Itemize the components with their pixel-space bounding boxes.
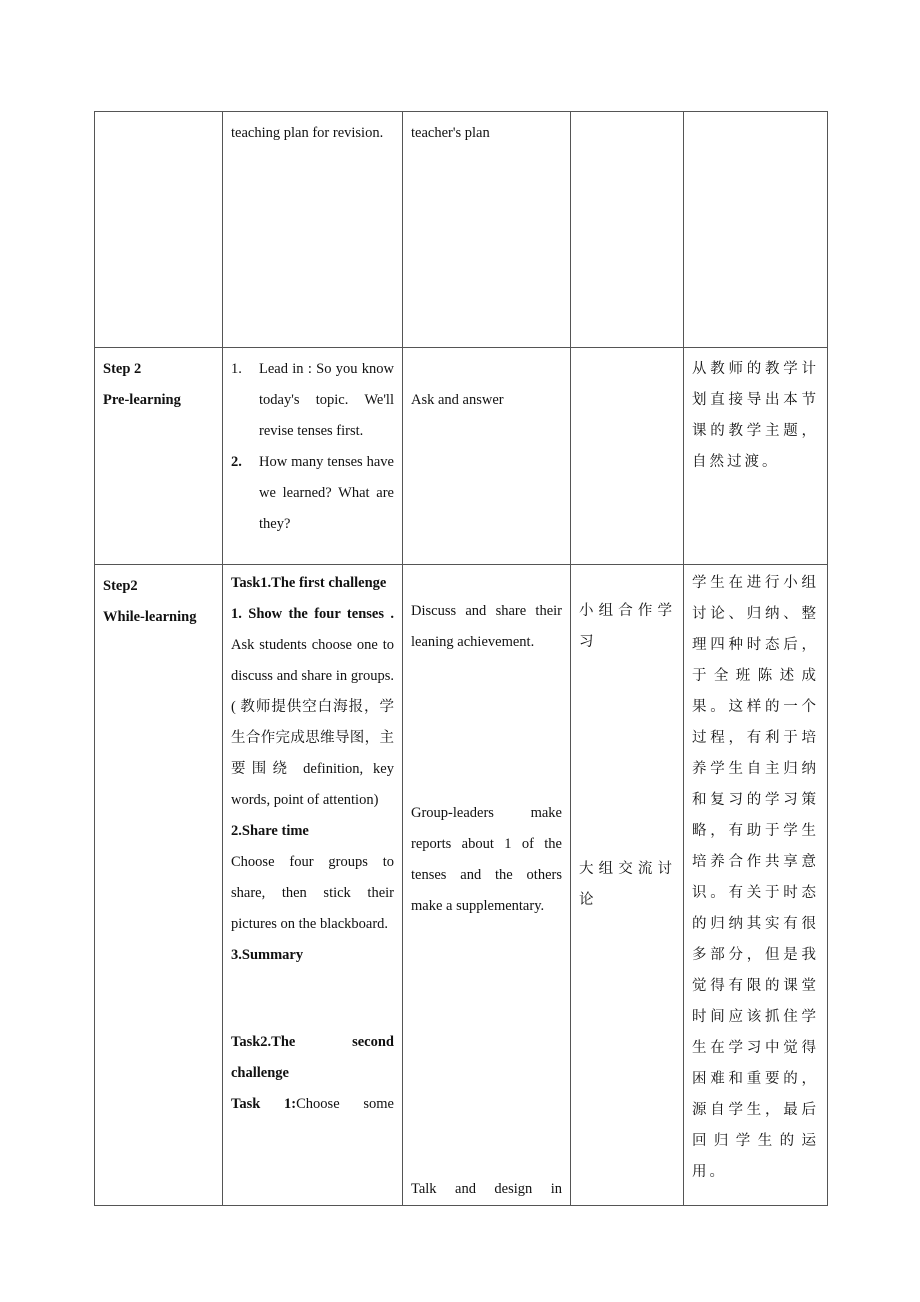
task1-title: Task1.The first challenge bbox=[231, 575, 387, 591]
student-activity-cell bbox=[403, 565, 571, 1206]
student-activity-text-3: Talk and design in bbox=[411, 1181, 562, 1197]
item1-title: 1. Show the four tenses . bbox=[231, 606, 394, 622]
intention-cell bbox=[684, 565, 828, 1206]
task2-title: Task2.The second challenge bbox=[231, 1034, 394, 1081]
teacher-activity-cell bbox=[223, 112, 403, 348]
step-name: While-learning bbox=[103, 609, 197, 625]
task2-sub-label: Task 1: bbox=[231, 1096, 297, 1112]
list-item bbox=[231, 447, 394, 540]
item2-text: Choose four groups to share, then stick their pictures on the blackboard. bbox=[231, 854, 394, 932]
student-activity-cell bbox=[403, 348, 571, 565]
method-cell bbox=[571, 112, 684, 348]
student-activity-text-2: Group-leaders make reports about 1 of the tenses and the others make a supplementary. bbox=[411, 805, 562, 914]
list-text: How many tenses have we learned? What are they? bbox=[259, 454, 394, 532]
intention-cell bbox=[684, 112, 828, 348]
intention-cell bbox=[684, 348, 828, 565]
student-activity-text-1: Discuss and share their leaning achievement. bbox=[411, 603, 562, 650]
item1 bbox=[231, 599, 394, 816]
list-text: Lead in : So you know today's topic. We'll revise tenses first. bbox=[259, 361, 394, 439]
method-cell bbox=[571, 565, 684, 1206]
intention-text: 学生在进行小组讨论、归纳、整理四种时态后，于全班陈述成果。这样的一个过程，有利于培养学生自主归纳和复习的学习策略，有助于学生培养合作共享意识。有关于时态的归纳其实有很多部分，但是我觉得有限的课堂时间应该抓住学生在学习中觉得困难和重要的，源自学生，最后回归学生的运用。 bbox=[692, 575, 819, 1180]
student-activity-text: teacher's plan bbox=[411, 125, 490, 141]
student-activity-text: Ask and answer bbox=[411, 392, 504, 408]
lesson-plan-table bbox=[94, 111, 828, 1206]
teacher-activity-cell bbox=[223, 348, 403, 565]
step-number: Step 2 bbox=[103, 361, 142, 377]
list-number: 1. bbox=[231, 361, 242, 377]
item1-text: Ask students choose one to discuss and share in groups.( 教师提供空白海报，学生合作完成思维导图，主要围绕 definition, key words, point of attention) bbox=[231, 637, 394, 808]
teacher-activity-text: teaching plan for revision. bbox=[231, 125, 384, 141]
step-cell bbox=[95, 112, 223, 348]
task2-sub bbox=[231, 1089, 394, 1120]
method-text-1: 小组合作学习 bbox=[579, 603, 675, 650]
step-name: Pre-learning bbox=[103, 392, 181, 408]
item3-title: 3.Summary bbox=[231, 947, 304, 963]
teacher-activity-list bbox=[231, 354, 394, 540]
list-number: 2. bbox=[231, 454, 242, 470]
list-item bbox=[231, 354, 394, 447]
task2-sub-text: Choose some bbox=[296, 1096, 394, 1112]
step-number: Step2 bbox=[103, 578, 138, 594]
item2-title: 2.Share time bbox=[231, 823, 309, 839]
table-row bbox=[95, 565, 828, 1206]
student-activity-cell bbox=[403, 112, 571, 348]
method-cell bbox=[571, 348, 684, 565]
step-cell bbox=[95, 348, 223, 565]
teacher-activity-cell bbox=[223, 565, 403, 1206]
table-row bbox=[95, 112, 828, 348]
intention-text: 从教师的教学计划直接导出本节课的教学主题，自然过渡。 bbox=[692, 361, 819, 470]
step-cell bbox=[95, 565, 223, 1206]
table-row bbox=[95, 348, 828, 565]
method-text-2: 大组交流讨论 bbox=[579, 861, 675, 908]
